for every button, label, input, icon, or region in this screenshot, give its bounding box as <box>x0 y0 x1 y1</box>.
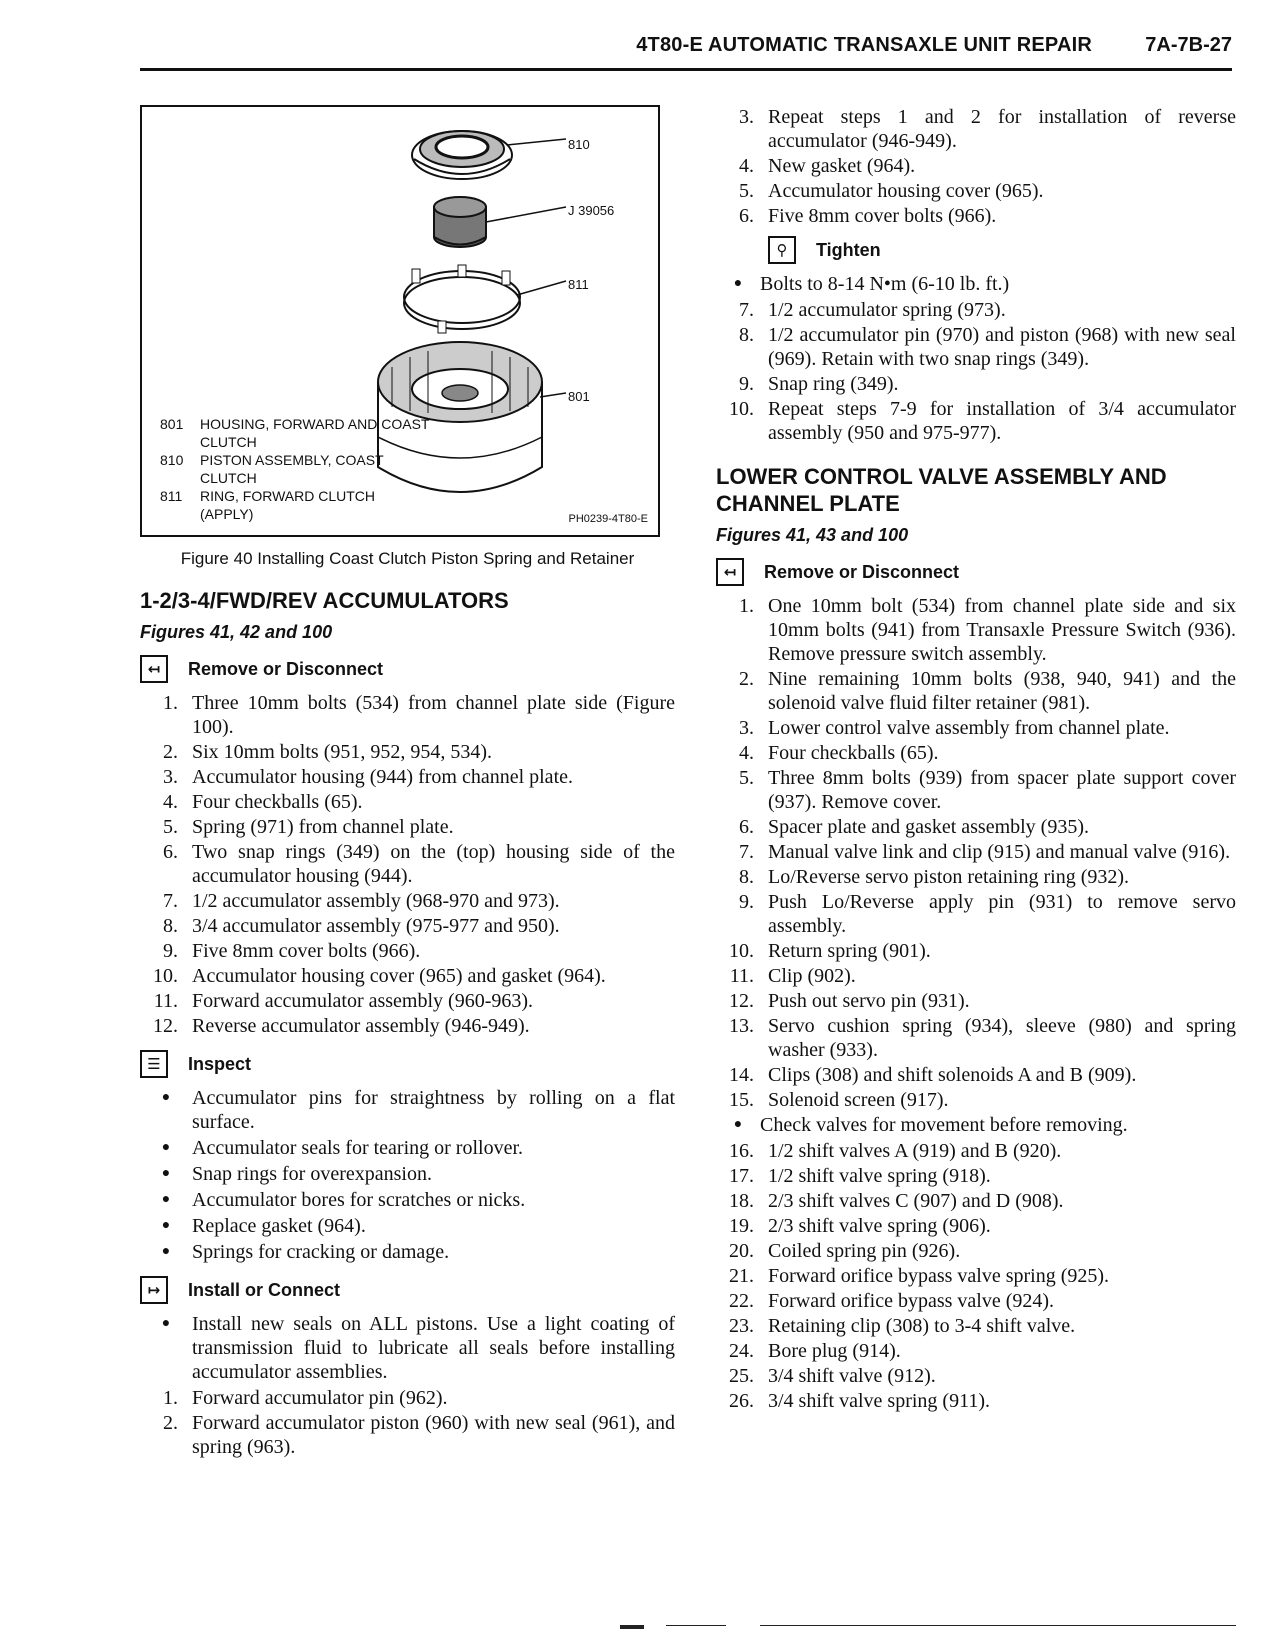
footer-rule <box>760 1625 1236 1626</box>
list-item: 9. Five 8mm cover bolts (966). <box>163 940 421 962</box>
page-number: 7A-7B-27 <box>1145 34 1232 56</box>
list-item: ● Check valves for movement before removing. <box>733 1114 1128 1136</box>
tighten-icon: ⚲ <box>768 236 796 264</box>
list-item: 17. 1/2 shift valve spring (918). <box>729 1165 991 1187</box>
list-item: 1. Three 10mm bolts (534) from channel plate side (Figure 100). <box>163 692 675 738</box>
list-item: 5. Spring (971) from channel plate. <box>163 816 454 838</box>
install-notes <box>140 1312 675 1384</box>
list-item: 9. Snap ring (349). <box>739 373 899 395</box>
list-item: 4. New gasket (964). <box>739 155 916 177</box>
list-item: 1. Forward accumulator pin (962). <box>163 1387 448 1409</box>
list-item: 8. 3/4 accumulator assembly (975-977 and 950). <box>163 915 560 937</box>
list-item: ● Accumulator bores for scratches or nicks. <box>161 1189 526 1211</box>
list-item: 6. Two snap rings (349) on the (top) housing side of the accumulator housing (944). <box>163 841 675 887</box>
tighten-list <box>716 272 1236 296</box>
list-item: ● Install new seals on ALL pistons. Use a light coating of transmission fluid to lubricate all seals before installing accumulator assemblies. <box>161 1313 675 1383</box>
tool-drawing <box>434 197 566 247</box>
list-item: 4. Four checkballs (65). <box>739 742 939 764</box>
list-item: ● Bolts to 8-14 N•m (6-10 lb. ft.) <box>733 273 1010 295</box>
list-item: 10. Accumulator housing cover (965) and gasket (964). <box>153 965 606 987</box>
figure-reference: Figures 41, 42 and 100 <box>140 622 333 642</box>
list-item: 7. 1/2 accumulator assembly (968-970 and 973). <box>163 890 560 912</box>
list-item: 2. Nine remaining 10mm bolts (938, 940, 941) and the solenoid valve fluid filter retainer (981). <box>739 668 1236 714</box>
remove-disconnect-heading: ↤ Remove or Disconnect <box>140 655 675 683</box>
figure-legend <box>160 415 430 523</box>
install-connect-heading: ↦ Install or Connect <box>140 1276 675 1304</box>
check-note <box>716 1113 1236 1137</box>
list-item: 13. Servo cushion spring (934), sleeve (980) and spring washer (933). <box>729 1015 1236 1061</box>
list-item: 6. Five 8mm cover bolts (966). <box>739 205 997 227</box>
left-column <box>140 105 675 1460</box>
page-header <box>140 30 1232 71</box>
remove-disconnect-heading: ↤ Remove or Disconnect <box>716 558 1236 586</box>
list-item: 18. 2/3 shift valves C (907) and D (908). <box>729 1190 1064 1212</box>
figure-40 <box>140 105 660 537</box>
list-item: 11. Clip (902). <box>729 965 856 987</box>
list-item: 9. Push Lo/Reverse apply pin (931) to remove servo assembly. <box>739 891 1236 937</box>
list-item: 22. Forward orifice bypass valve (924). <box>729 1290 1055 1312</box>
list-item: 4. Four checkballs (65). <box>163 791 363 813</box>
install-steps <box>140 1386 675 1459</box>
piston-assembly-drawing <box>412 131 566 179</box>
list-item: 8. 1/2 accumulator pin (970) and piston (968) with new seal (969). Retain with two snap rings (349). <box>739 324 1236 370</box>
header-title: 4T80-E AUTOMATIC TRANSAXLE UNIT REPAIR <box>636 34 1092 56</box>
callout-811: 811 <box>568 277 589 292</box>
list-item: 7. 1/2 accumulator spring (973). <box>739 299 1006 321</box>
inspect-heading: ☰ Inspect <box>140 1050 675 1078</box>
list-item: 16. 1/2 shift valves A (919) and B (920). <box>729 1140 1062 1162</box>
legend-item: 801 HOUSING, FORWARD AND COAST CLUTCH <box>160 416 430 450</box>
legend-item: 811 RING, FORWARD CLUTCH (APPLY) <box>160 488 375 522</box>
list-item: ● Snap rings for overexpansion. <box>161 1163 432 1185</box>
install-steps-continued <box>716 105 1236 228</box>
list-item: 3. Accumulator housing (944) from channel plate. <box>163 766 573 788</box>
list-item: 10. Return spring (901). <box>729 940 931 962</box>
section-title-accumulators: 1-2/3-4/FWD/REV ACCUMULATORS <box>140 588 509 613</box>
list-item: 3. Repeat steps 1 and 2 for installation of reverse accumulator (946-949). <box>739 106 1236 152</box>
list-item: 19. 2/3 shift valve spring (906). <box>729 1215 991 1237</box>
list-item: ● Springs for cracking or damage. <box>161 1241 450 1263</box>
list-item: 23. Retaining clip (308) to 3-4 shift valve. <box>729 1315 1076 1337</box>
legend-item: 810 PISTON ASSEMBLY, COAST CLUTCH <box>160 452 384 486</box>
list-item: 12. Reverse accumulator assembly (946-949). <box>153 1015 530 1037</box>
figure-code: PH0239-4T80-E <box>568 513 648 525</box>
inspect-icon: ☰ <box>140 1050 168 1078</box>
list-item: 24. Bore plug (914). <box>729 1340 901 1362</box>
list-item: 2. Forward accumulator piston (960) with new seal (961), and spring (963). <box>163 1412 675 1458</box>
tighten-heading: ⚲ Tighten <box>768 236 1236 264</box>
inspect-list <box>140 1086 675 1264</box>
remove-disconnect-icon: ↤ <box>140 655 168 683</box>
list-item: 21. Forward orifice bypass valve spring (925). <box>729 1265 1110 1287</box>
callout-j39056: J 39056 <box>568 203 615 218</box>
list-item: 5. Three 8mm bolts (939) from spacer plate support cover (937). Remove cover. <box>739 767 1236 813</box>
figure-caption: Figure 40 Installing Coast Clutch Piston Spring and Retainer <box>180 549 635 568</box>
install-steps-final <box>716 298 1236 445</box>
right-column <box>716 105 1236 1414</box>
list-item: 26. 3/4 shift valve spring (911). <box>729 1390 991 1412</box>
list-item: 7. Manual valve link and clip (915) and manual valve (916). <box>739 841 1231 863</box>
list-item: 20. Coiled spring pin (926). <box>729 1240 961 1262</box>
lower-control-steps <box>716 594 1236 1112</box>
install-connect-icon: ↦ <box>140 1276 168 1304</box>
remove-disconnect-icon: ↤ <box>716 558 744 586</box>
callout-801: 801 <box>568 389 590 404</box>
figure-reference: Figures 41, 43 and 100 <box>716 525 909 545</box>
lower-control-steps-continued <box>716 1139 1236 1413</box>
list-item: ● Replace gasket (964). <box>161 1215 366 1237</box>
remove-steps <box>140 691 675 1038</box>
list-item: 14. Clips (308) and shift solenoids A and B (909). <box>729 1064 1137 1086</box>
callout-810: 810 <box>568 137 590 152</box>
list-item: 25. 3/4 shift valve (912). <box>729 1365 936 1387</box>
list-item: ● Accumulator seals for tearing or rollover. <box>161 1137 523 1159</box>
list-item: 2. Six 10mm bolts (951, 952, 954, 534). <box>163 741 493 763</box>
footer-mark <box>620 1625 644 1629</box>
apply-ring-drawing <box>404 265 566 333</box>
list-item: 1. One 10mm bolt (534) from channel plate side and six 10mm bolts (941) from Transaxle Pressure Switch (936). Remove pressure switch assembly. <box>739 595 1236 665</box>
list-item: ● Accumulator pins for straightness by rolling on a flat surface. <box>161 1087 675 1133</box>
list-item: 3. Lower control valve assembly from channel plate. <box>739 717 1170 739</box>
list-item: 11. Forward accumulator assembly (960-963). <box>153 990 534 1012</box>
list-item: 8. Lo/Reverse servo piston retaining ring (932). <box>739 866 1130 888</box>
list-item: 12. Push out servo pin (931). <box>729 990 970 1012</box>
list-item: 6. Spacer plate and gasket assembly (935). <box>739 816 1090 838</box>
list-item: 10. Repeat steps 7-9 for installation of 3/4 accumulator assembly (950 and 975-977). <box>729 398 1236 444</box>
section-title-lower-control: LOWER CONTROL VALVE ASSEMBLY AND CHANNEL PLATE <box>716 464 1167 516</box>
list-item: 5. Accumulator housing cover (965). <box>739 180 1044 202</box>
list-item: 15. Solenoid screen (917). <box>729 1089 949 1111</box>
footer-rule <box>666 1625 726 1626</box>
